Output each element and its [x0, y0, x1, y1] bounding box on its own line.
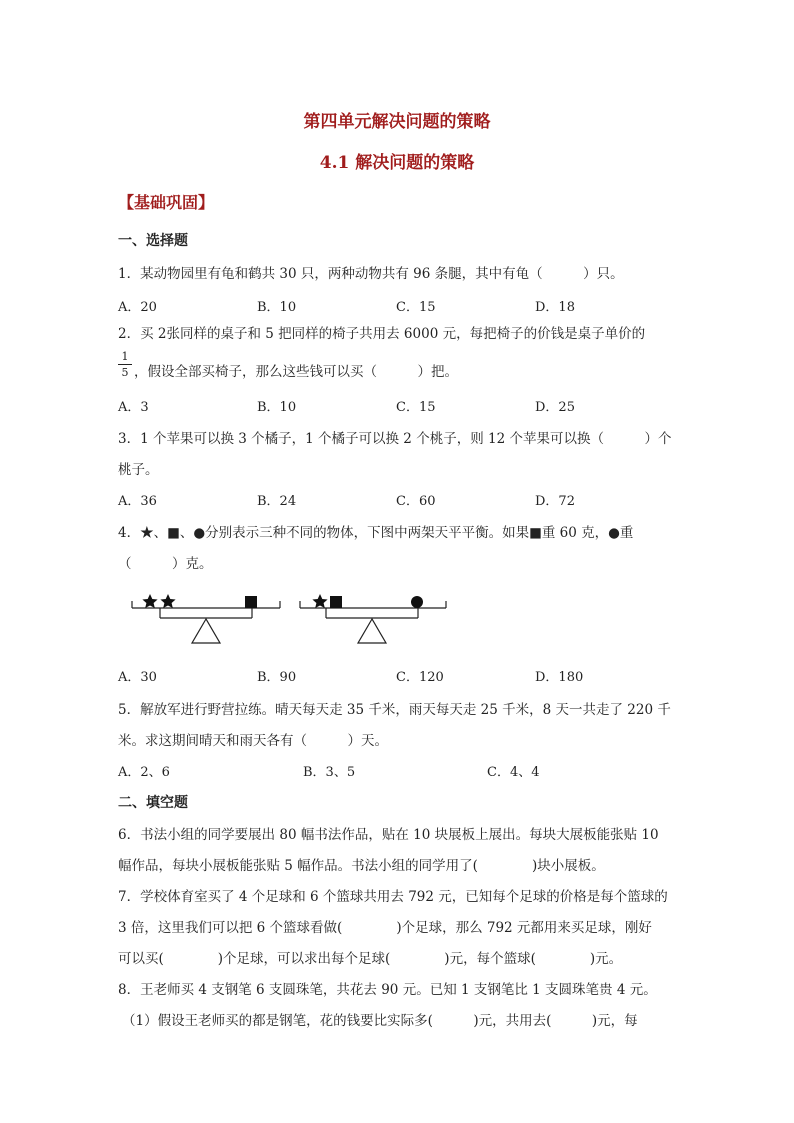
balance-scales-figure — [128, 586, 458, 648]
q3-option-b: B．24 — [257, 494, 297, 509]
square-icon — [330, 596, 342, 608]
question-2-line2: ，假设全部买椅子，那么这些钱可以买（ ）把。 — [134, 364, 458, 380]
unit-title: 第四单元解决问题的策略 — [303, 112, 491, 132]
question-4-line2: （ ）克。 — [118, 556, 213, 572]
part1-heading: 一、选择题 — [118, 233, 188, 249]
question-3-line2: 桃子。 — [118, 462, 159, 478]
question-6-line1: 6．书法小组的同学要展出 80 幅书法作品，贴在 10 块展板上展出。每块大展板能张贴 10 — [118, 827, 659, 843]
question-3-line1: 3．1 个苹果可以换 3 个橘子，1 个橘子可以换 2 个桃子，则 12 个苹果可以换（ ）个 — [118, 431, 672, 447]
q4-option-b: B．90 — [257, 670, 297, 685]
question-2-line1: 2．买 2张同样的桌子和 5 把同样的椅子共用去 6000 元，每把椅子的价钱是桌子单价的 — [118, 326, 646, 342]
q5-option-a: A．2、6 — [118, 765, 170, 780]
fraction-numerator: 1 — [121, 350, 129, 363]
section-label: 【基础巩固】 — [118, 193, 215, 212]
q2-option-b: B．10 — [257, 400, 297, 415]
lesson-title: 4.1 解决问题的策略 — [319, 153, 475, 173]
q2-option-d: D．25 — [535, 400, 575, 415]
question-8-line2: （1）假设王老师买的都是钢笔，花的钱要比实际多( )元，共用去( )元，每 — [122, 1013, 638, 1029]
q2-option-c: C．15 — [396, 400, 436, 415]
q4-option-d: D．180 — [535, 670, 584, 685]
q1-option-c: C．15 — [396, 300, 436, 315]
q5-option-b: B．3、5 — [303, 765, 356, 780]
question-8-line1: 8．王老师买 4 支钢笔 6 支圆珠笔，共花去 90 元。已知 1 支钢笔比 1 支圆珠笔贵 4 元。 — [118, 982, 657, 998]
circle-icon — [411, 596, 423, 608]
question-5-line2: 米。求这期间晴天和雨天各有（ ）天。 — [118, 733, 388, 749]
star-icon — [312, 594, 327, 608]
question-5-line1: 5．解放军进行野营拉练。晴天每天走 35 千米，雨天每天走 25 千米，8 天一共走了 220 千 — [118, 702, 671, 718]
square-icon — [245, 596, 257, 608]
question-7-line1: 7．学校体育室买了 4 个足球和 6 个篮球共用去 792 元，已知每个足球的价格是每个篮球的 — [118, 889, 668, 905]
question-7-line3: 可以买( )个足球，可以求出每个足球( )元，每个篮球( )元。 — [118, 951, 623, 967]
q4-option-a: A．30 — [118, 670, 157, 685]
q3-option-c: C．60 — [396, 494, 436, 509]
question-7-line2: 3 倍，这里我们可以把 6 个篮球看做( )个足球，那么 792 元都用来买足球，刚好 — [118, 920, 652, 936]
q5-option-c: C．4、4 — [487, 765, 540, 780]
question-6-line2: 幅作品，每块小展板能张贴 5 幅作品。书法小组的同学用了( )块小展板。 — [118, 858, 605, 874]
q4-option-c: C．120 — [396, 670, 444, 685]
q1-option-d: D．18 — [535, 300, 575, 315]
q3-option-a: A．36 — [118, 494, 157, 509]
question-4-line1: 4．★、■、●分别表示三种不同的物体，下图中两架天平平衡。如果■重 60 克，●重 — [118, 525, 634, 541]
star-icon — [142, 594, 157, 608]
balance-scale-right — [300, 601, 446, 643]
star-icon — [160, 594, 175, 608]
fraction-denominator: 5 — [121, 366, 129, 379]
part2-heading: 二、填空题 — [118, 795, 188, 811]
question-1: 1．某动物园里有龟和鹤共 30 只，两种动物共有 96 条腿，其中有龟（ ）只。 — [118, 266, 624, 282]
q3-option-d: D．72 — [535, 494, 575, 509]
fraction-one-fifth — [118, 350, 132, 379]
q1-option-a: A．20 — [118, 300, 157, 315]
q2-option-a: A．3 — [118, 400, 149, 415]
q1-option-b: B．10 — [257, 300, 297, 315]
